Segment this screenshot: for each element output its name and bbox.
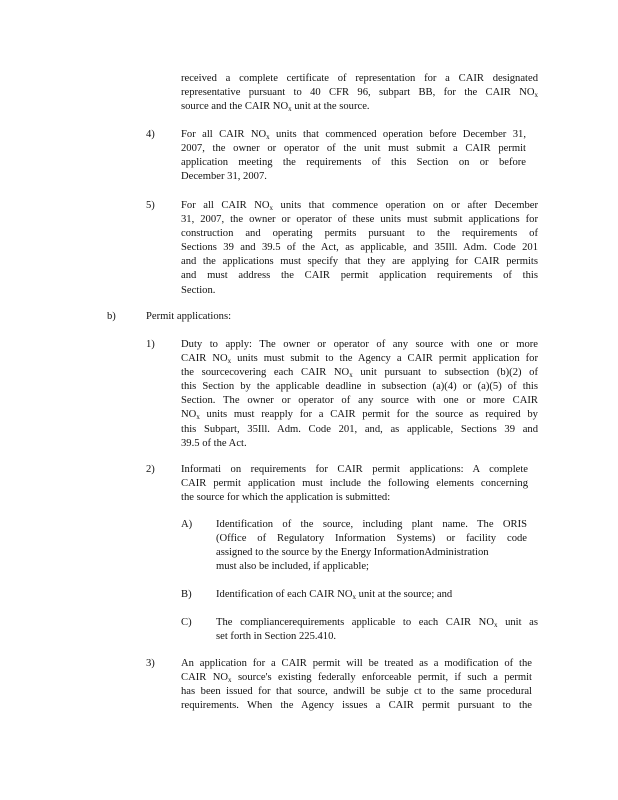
item-b2c-label: C) <box>181 617 192 628</box>
text-line <box>181 491 528 505</box>
text-run: unit pursuant to subsection (b)(2) of <box>360 367 538 379</box>
text-run: must also be included, if applicable; <box>216 561 369 573</box>
text-line <box>181 142 526 156</box>
text-line <box>181 671 532 685</box>
intro-paragraph <box>181 72 538 114</box>
text-run: 2007, the owner or operator of the unit must submit a CAIR permit <box>181 143 526 155</box>
text-run: units must reapply for a CAIR permit for the source as required by <box>206 409 538 421</box>
text-line <box>181 366 538 380</box>
text-line <box>181 269 538 283</box>
text-run: For all CAIR NO <box>181 200 270 211</box>
text-run: Section. <box>181 284 216 296</box>
text-run: the sourcecovering each CAIR NO <box>181 367 350 379</box>
text-run: December 31, 2007. <box>181 171 267 183</box>
item-b2a-text <box>216 518 527 574</box>
text-line <box>216 532 527 546</box>
text-run: Identification of the source, including plant name. The ORIS <box>216 519 527 530</box>
item-b1-text <box>181 338 538 451</box>
text-run: For all CAIR NO <box>181 129 267 140</box>
text-run: 39.5 of the Act. <box>181 437 247 449</box>
text-run: units that commence operation on or after December <box>280 200 538 211</box>
subscript: x <box>266 133 270 141</box>
subscript: x <box>227 357 232 366</box>
text-line <box>181 408 538 422</box>
item-b2-text <box>181 463 528 505</box>
text-run: Sections 39 and 39.5 of the Act, as applicable, and 35Ill. Adm. Code 201 <box>181 242 538 254</box>
section-b-heading: Permit applications: <box>146 311 232 322</box>
text-line <box>181 86 538 100</box>
text-line <box>181 170 526 184</box>
text-run: representative pursuant to 40 CFR 96, subpart BB, for the CAIR NO <box>181 87 535 99</box>
text-run: units that commenced operation before December 31, <box>276 129 526 140</box>
text-run: source and the CAIR NO <box>181 101 289 113</box>
text-line <box>181 463 528 477</box>
text-run: units must submit to the Agency a CAIR permit application for <box>237 353 538 365</box>
text-run: set forth in Section 225.410. <box>216 631 337 643</box>
text-run: and must address the CAIR permit application requirements of this <box>181 270 538 282</box>
text-line <box>216 560 527 574</box>
subscript: x <box>269 204 274 212</box>
item-b2-label: 2) <box>146 464 155 475</box>
text-run: Informati on requirements for CAIR permit applications: A complete <box>181 464 528 475</box>
text-line <box>216 616 538 630</box>
text-line <box>181 423 538 437</box>
text-run: CAIR NO <box>181 672 229 684</box>
text-line <box>181 380 538 394</box>
text-line <box>181 352 538 366</box>
item-b1-label: 1) <box>146 339 155 350</box>
text-run: application meeting the requirements of this Section on or before <box>181 157 526 169</box>
item-a4-text <box>181 128 526 184</box>
text-run: unit at the source. <box>294 101 370 113</box>
text-run: Section. The owner or operator of any source with one or more CAIR <box>181 395 538 407</box>
text-line <box>216 546 527 560</box>
text-line <box>216 518 527 532</box>
text-line <box>181 284 538 298</box>
text-line <box>181 699 532 713</box>
text-line <box>181 199 538 213</box>
text-line <box>181 213 538 227</box>
text-run: Duty to apply: The owner or operator of any source with one or more <box>181 339 538 350</box>
text-line <box>181 100 538 114</box>
subscript: x <box>349 371 353 380</box>
text-line <box>181 657 532 671</box>
subscript: x <box>196 413 200 422</box>
text-run: requirements. When the Agency issues a CAIR permit pursuant to the <box>181 700 532 712</box>
item-a5-label: 5) <box>146 200 155 211</box>
text-line <box>216 630 538 644</box>
text-line <box>216 588 527 602</box>
subscript: x <box>352 593 356 601</box>
subscript: x <box>534 91 538 100</box>
text-run: 31, 2007, the owner or operator of these units must submit applications for <box>181 214 538 226</box>
text-line <box>181 338 538 352</box>
text-run: this Section by the applicable deadline in subsection (a)(4) or (a)(5) of this <box>181 381 538 393</box>
text-line <box>181 241 538 255</box>
text-run: and the applications must specify that they are applying for CAIR permits <box>181 256 538 268</box>
text-run: unit as <box>505 617 538 628</box>
text-run: (Office of Regulatory Information Systems) or facility code <box>216 533 527 545</box>
text-run: unit at the source; and <box>358 589 453 600</box>
text-run: construction and operating permits pursuant to the requirements of <box>181 228 538 240</box>
text-line <box>181 227 538 241</box>
item-b3-label: 3) <box>146 658 155 669</box>
text-run: CAIR NO <box>181 353 228 365</box>
text-run: source's existing federally enforceable permit, if such a permit <box>237 672 532 684</box>
item-a4-label: 4) <box>146 129 155 140</box>
subscript: x <box>288 105 292 114</box>
text-line <box>181 156 526 170</box>
item-b2b-text <box>216 588 527 602</box>
text-line <box>181 255 538 269</box>
text-line <box>181 394 538 408</box>
text-line <box>181 437 538 451</box>
subscript: x <box>493 621 498 629</box>
text-line <box>181 72 538 86</box>
text-run: has been issued for that source, andwill be subje ct to the same procedural <box>181 686 532 698</box>
text-line <box>181 128 526 142</box>
text-run: assigned to the source by the Energy InformationAdministration <box>216 547 489 559</box>
text-run: An application for a CAIR permit will be treated as a modification of the <box>181 658 532 669</box>
text-run: CAIR permit application must include the following elements concerning <box>181 478 528 490</box>
item-b2a-label: A) <box>181 519 193 530</box>
item-b2b-label: B) <box>181 589 192 600</box>
section-b-label: b) <box>107 311 116 322</box>
item-a5-text <box>181 199 538 298</box>
subscript: x <box>228 676 232 685</box>
text-line <box>181 685 532 699</box>
text-run: Identification of each CAIR NO <box>216 589 353 600</box>
item-b3-text <box>181 657 532 713</box>
text-line <box>181 477 528 491</box>
item-b2c-text <box>216 616 538 644</box>
text-run: the source for which the application is submitted: <box>181 492 391 504</box>
text-run: this Subpart, 35Ill. Adm. Code 201, and, as applicable, Sections 39 and <box>181 423 538 435</box>
text-run: NO <box>181 409 197 421</box>
text-run: The compliancerequirements applicable to each CAIR NO <box>216 617 494 628</box>
text-run: received a complete certificate of representation for a CAIR designated <box>181 73 538 84</box>
